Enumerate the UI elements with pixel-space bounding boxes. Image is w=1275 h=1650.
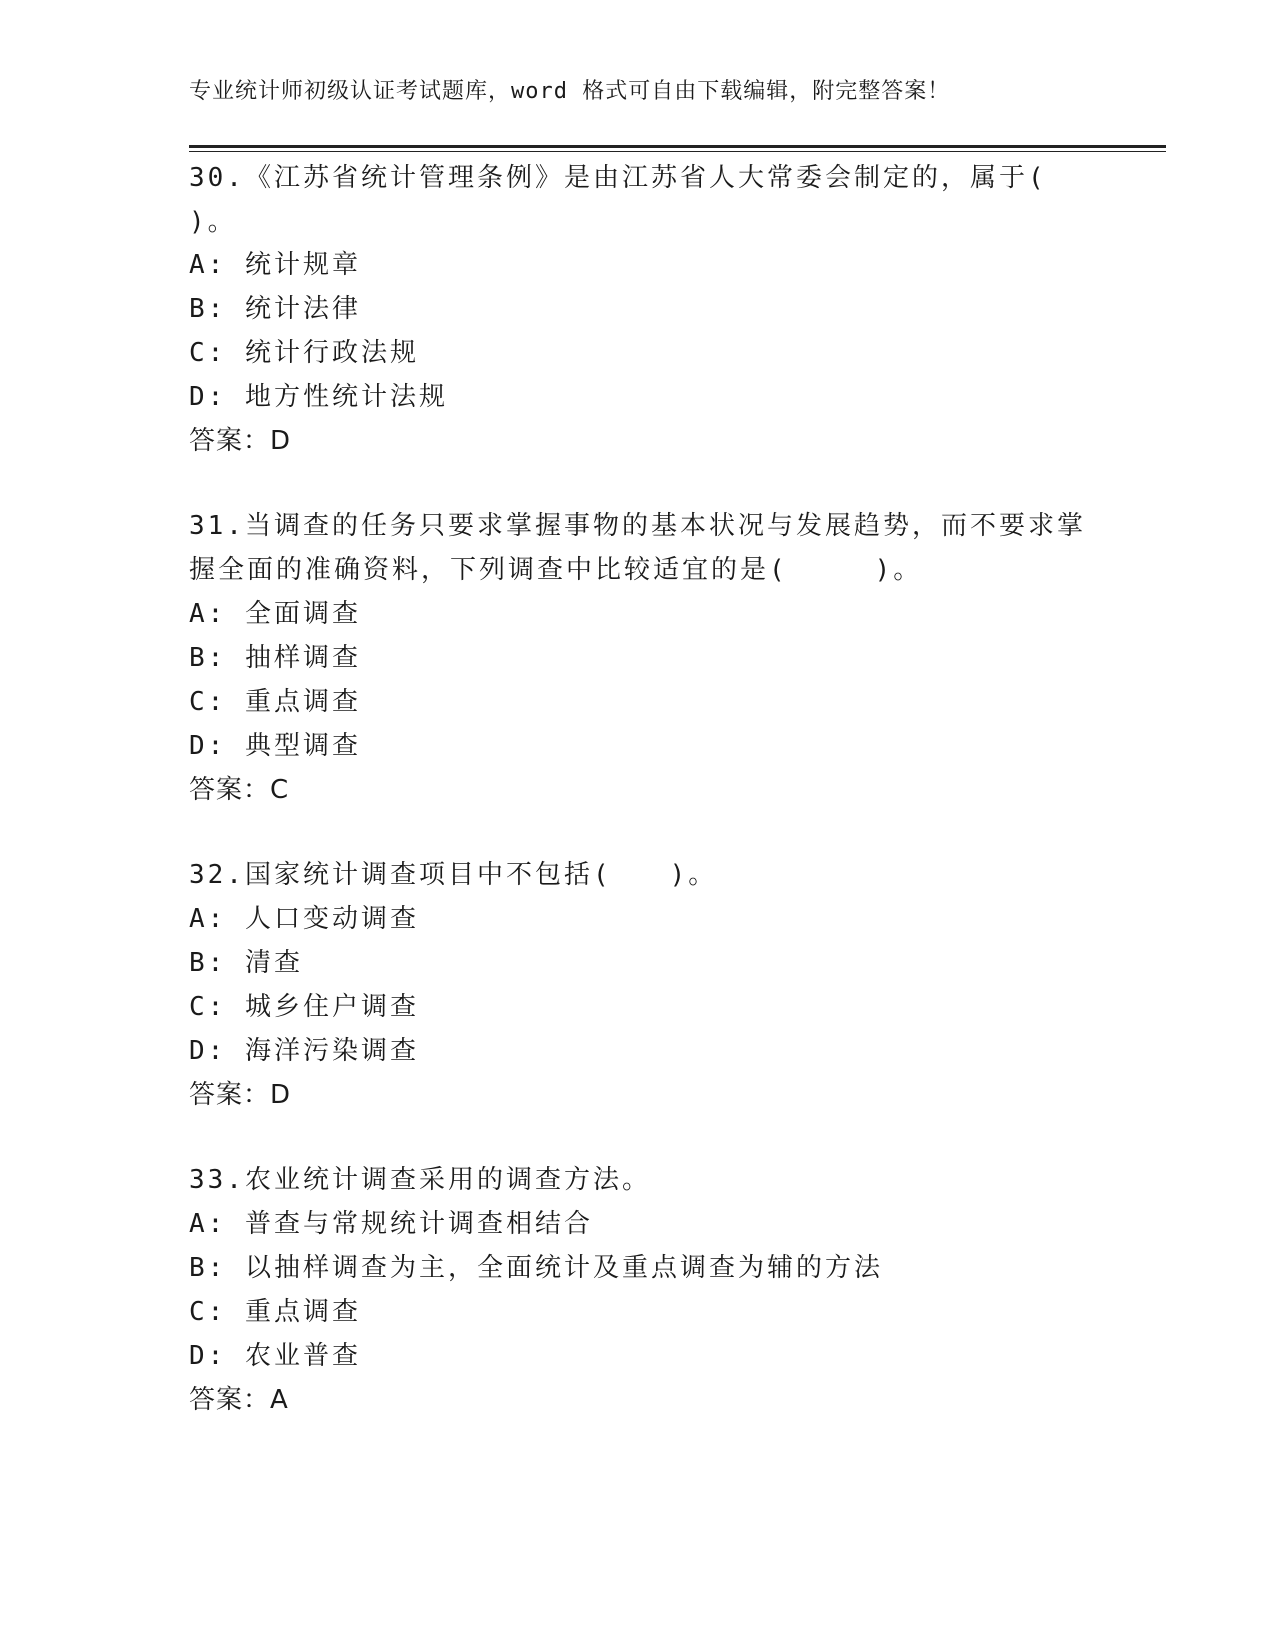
header-rule-thick	[189, 145, 1166, 148]
question-33-stem-line1: 33.农业统计调查采用的调查方法。	[189, 1165, 651, 1195]
question-30-option-a: A: 统计规章	[189, 250, 361, 280]
question-31-option-a: A: 全面调查	[189, 599, 361, 629]
question-32-option-b: B: 清查	[189, 948, 303, 978]
page-header: 专业统计师初级认证考试题库，word 格式可自由下载编辑，附完整答案！	[189, 79, 951, 104]
question-30-stem-line2: )。	[189, 207, 237, 237]
question-32-option-c: C: 城乡住户调查	[189, 992, 419, 1022]
question-31-option-b: B: 抽样调查	[189, 643, 361, 673]
question-31-stem-line2: 握全面的准确资料，下列调查中比较适宜的是( )。	[189, 555, 923, 585]
question-31-stem-line1: 31.当调查的任务只要求掌握事物的基本状况与发展趋势，而不要求掌	[189, 511, 1086, 541]
question-33-option-a: A: 普查与常规统计调查相结合	[189, 1209, 593, 1239]
question-30-stem-line1: 30.《江苏省统计管理条例》是由江苏省人大常委会制定的，属于(	[189, 163, 1047, 193]
question-32-answer: 答案：D	[189, 1080, 292, 1110]
header-rule-thin	[189, 151, 1166, 152]
question-33-option-b: B: 以抽样调查为主，全面统计及重点调查为辅的方法	[189, 1253, 883, 1283]
question-33-option-d: D: 农业普查	[189, 1341, 361, 1371]
question-30-option-c: C: 统计行政法规	[189, 338, 419, 368]
question-33-option-c: C: 重点调查	[189, 1297, 361, 1327]
question-30-answer: 答案：D	[189, 426, 292, 456]
question-31-option-d: D: 典型调查	[189, 731, 361, 761]
question-31-answer: 答案：C	[189, 775, 290, 805]
question-30-option-d: D: 地方性统计法规	[189, 382, 448, 412]
question-31-option-c: C: 重点调查	[189, 687, 361, 717]
question-30-option-b: B: 统计法律	[189, 294, 361, 324]
question-32-option-a: A: 人口变动调查	[189, 904, 419, 934]
question-33-answer: 答案：A	[189, 1385, 289, 1415]
question-32-stem-line1: 32.国家统计调查项目中不包括( )。	[189, 860, 718, 890]
question-32-option-d: D: 海洋污染调查	[189, 1036, 419, 1066]
